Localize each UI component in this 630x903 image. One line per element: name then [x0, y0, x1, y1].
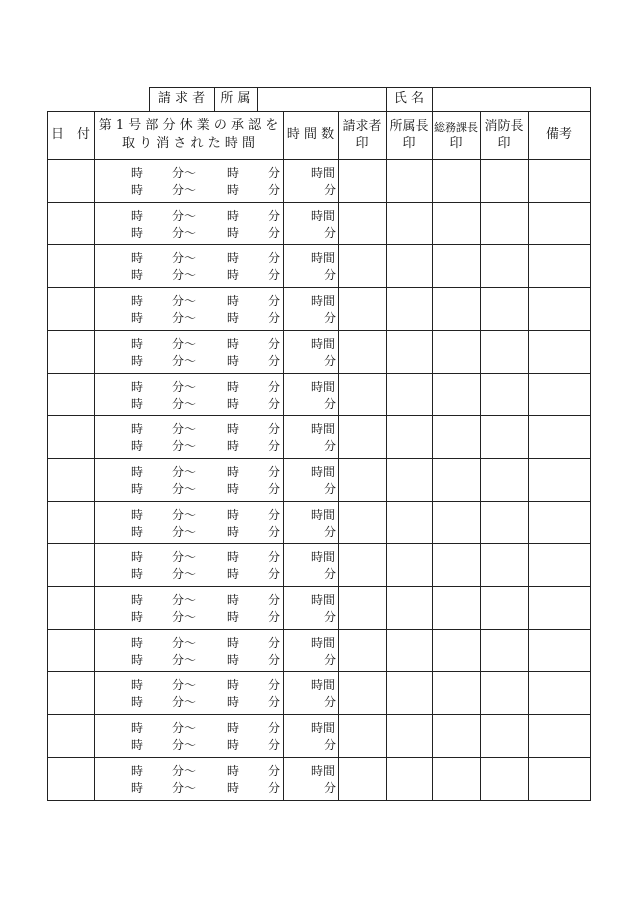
total-minutes-label: 分 — [324, 738, 337, 753]
total-hours-label: 時間 — [311, 336, 336, 351]
table-row — [47, 287, 590, 330]
table-row — [47, 757, 590, 800]
end-minute-label: 分 — [268, 422, 281, 437]
top-row-top-rule — [149, 87, 590, 88]
start-hour-label: 時 — [131, 208, 144, 223]
start-hour-label: 時 — [131, 524, 144, 539]
end-minute-label: 分 — [268, 166, 281, 180]
start-hour-label: 時 — [131, 353, 144, 368]
start-minute-label: 分〜 — [172, 610, 197, 624]
end-minute-label: 分 — [268, 439, 281, 454]
total-hours-label: 時間 — [311, 635, 336, 650]
table-row — [47, 714, 590, 757]
end-hour-label: 時 — [227, 652, 240, 667]
start-hour-label: 時 — [131, 336, 144, 351]
end-minute-label: 分 — [268, 678, 281, 693]
row-rule — [47, 757, 590, 758]
row-rule — [47, 629, 590, 630]
end-minute-label: 分 — [268, 507, 281, 522]
requester-label: 請 求 者 — [157, 91, 206, 106]
start-hour-label: 時 — [131, 678, 144, 693]
end-minute-label: 分 — [268, 336, 281, 351]
column-rule — [432, 111, 433, 801]
end-minute-label: 分 — [268, 593, 281, 607]
total-hours-label: 時間 — [311, 678, 336, 693]
requester-seal-mark: 印 — [355, 136, 369, 151]
end-hour-label: 時 — [227, 550, 240, 565]
end-hour-label: 時 — [227, 336, 240, 351]
total-minutes-label: 分 — [324, 610, 337, 624]
column-rule — [47, 111, 48, 801]
end-minute-label: 分 — [268, 738, 281, 753]
start-minute-label: 分〜 — [172, 678, 197, 693]
table-row — [47, 330, 590, 373]
row-rule — [47, 330, 590, 331]
total-hours-label: 時間 — [311, 721, 336, 736]
requester-seal-header — [338, 111, 386, 159]
end-hour-label: 時 — [227, 738, 240, 753]
requester-seal-label: 請求者 — [342, 119, 382, 134]
end-minute-label: 分 — [268, 251, 281, 266]
total-hours-label: 時間 — [311, 464, 336, 479]
start-hour-label: 時 — [131, 763, 144, 778]
end-hour-label: 時 — [227, 721, 240, 736]
end-minute-label: 分 — [268, 481, 281, 496]
start-minute-label: 分〜 — [172, 396, 197, 411]
gen-affairs-seal-header — [432, 111, 480, 159]
start-minute-label: 分〜 — [172, 311, 197, 326]
start-hour-label: 時 — [131, 439, 144, 454]
end-minute-label: 分 — [268, 721, 281, 736]
end-minute-label: 分 — [268, 695, 281, 710]
start-hour-label: 時 — [131, 635, 144, 650]
gen-affairs-seal-label: 総務課長 — [434, 121, 478, 134]
end-hour-label: 時 — [227, 422, 240, 437]
end-hour-label: 時 — [227, 780, 240, 795]
start-minute-label: 分〜 — [172, 763, 197, 778]
date-header: 日 付 — [50, 127, 90, 142]
end-hour-label: 時 — [227, 251, 240, 266]
total-minutes-label: 分 — [324, 439, 337, 454]
start-hour-label: 時 — [131, 610, 144, 624]
end-minute-label: 分 — [268, 763, 281, 778]
table-row — [47, 159, 590, 202]
start-minute-label: 分〜 — [172, 422, 197, 437]
start-minute-label: 分〜 — [172, 567, 197, 582]
start-hour-label: 時 — [131, 507, 144, 522]
total-hours-label: 時間 — [311, 422, 336, 437]
start-minute-label: 分〜 — [172, 208, 197, 223]
end-hour-label: 時 — [227, 524, 240, 539]
end-hour-label: 時 — [227, 268, 240, 283]
start-hour-label: 時 — [131, 550, 144, 565]
end-hour-label: 時 — [227, 507, 240, 522]
total-hours-label: 時間 — [311, 550, 336, 565]
total-minutes-label: 分 — [324, 268, 337, 283]
total-minutes-label: 分 — [324, 481, 337, 496]
dept-head-seal-mark: 印 — [402, 136, 416, 151]
start-minute-label: 分〜 — [172, 183, 197, 197]
end-minute-label: 分 — [268, 550, 281, 565]
end-minute-label: 分 — [268, 652, 281, 667]
start-hour-label: 時 — [131, 166, 144, 180]
name-label: 氏 名 — [393, 91, 425, 106]
row-rule — [47, 543, 590, 544]
end-minute-label: 分 — [268, 396, 281, 411]
dept-head-seal-header — [386, 111, 432, 159]
row-rule — [47, 800, 590, 801]
end-minute-label: 分 — [268, 379, 281, 394]
start-minute-label: 分〜 — [172, 294, 197, 309]
row-rule — [47, 373, 590, 374]
end-minute-label: 分 — [268, 268, 281, 283]
start-minute-label: 分〜 — [172, 481, 197, 496]
start-minute-label: 分〜 — [172, 524, 197, 539]
end-hour-label: 時 — [227, 678, 240, 693]
table-row — [47, 415, 590, 458]
start-hour-label: 時 — [131, 294, 144, 309]
end-hour-label: 時 — [227, 396, 240, 411]
table-row — [47, 586, 590, 629]
end-minute-label: 分 — [268, 524, 281, 539]
total-hours-label: 時間 — [311, 507, 336, 522]
column-rule — [480, 111, 481, 801]
end-minute-label: 分 — [268, 225, 281, 240]
table-row — [47, 202, 590, 245]
end-hour-label: 時 — [227, 593, 240, 607]
end-hour-label: 時 — [227, 610, 240, 624]
header-top-rule — [47, 111, 590, 112]
start-hour-label: 時 — [131, 183, 144, 197]
end-minute-label: 分 — [268, 294, 281, 309]
row-rule — [47, 586, 590, 587]
column-rule — [338, 111, 339, 801]
start-minute-label: 分〜 — [172, 166, 197, 180]
table-row — [47, 373, 590, 416]
start-minute-label: 分〜 — [172, 268, 197, 283]
total-minutes-label: 分 — [324, 353, 337, 368]
total-hours-label: 時間 — [311, 294, 336, 309]
end-hour-label: 時 — [227, 353, 240, 368]
total-hours-label: 時間 — [311, 763, 336, 778]
row-rule — [47, 501, 590, 502]
total-minutes-label: 分 — [324, 567, 337, 582]
end-hour-label: 時 — [227, 481, 240, 496]
start-hour-label: 時 — [131, 311, 144, 326]
total-minutes-label: 分 — [324, 311, 337, 326]
start-hour-label: 時 — [131, 780, 144, 795]
end-hour-label: 時 — [227, 695, 240, 710]
start-minute-label: 分〜 — [172, 550, 197, 565]
column-rule — [528, 111, 529, 801]
start-minute-label: 分〜 — [172, 225, 197, 240]
start-hour-label: 時 — [131, 738, 144, 753]
top-row-divider — [432, 87, 433, 111]
start-minute-label: 分〜 — [172, 507, 197, 522]
start-hour-label: 時 — [131, 593, 144, 607]
table-row — [47, 671, 590, 714]
start-hour-label: 時 — [131, 695, 144, 710]
row-rule — [47, 244, 590, 245]
hours-header: 時 間 数 — [286, 127, 335, 142]
total-minutes-label: 分 — [324, 225, 337, 240]
start-hour-label: 時 — [131, 567, 144, 582]
fire-chief-seal-label: 消防長 — [484, 119, 524, 134]
start-hour-label: 時 — [131, 396, 144, 411]
end-hour-label: 時 — [227, 166, 240, 180]
end-minute-label: 分 — [268, 780, 281, 795]
total-hours-label: 時間 — [311, 208, 336, 223]
end-hour-label: 時 — [227, 567, 240, 582]
top-row-divider — [257, 87, 258, 111]
top-row-divider — [149, 87, 150, 111]
end-hour-label: 時 — [227, 763, 240, 778]
row-rule — [47, 671, 590, 672]
end-minute-label: 分 — [268, 353, 281, 368]
top-row-divider — [590, 87, 591, 111]
start-minute-label: 分〜 — [172, 652, 197, 667]
end-minute-label: 分 — [268, 183, 281, 197]
column-rule — [590, 111, 591, 801]
start-minute-label: 分〜 — [172, 336, 197, 351]
start-hour-label: 時 — [131, 652, 144, 667]
start-minute-label: 分〜 — [172, 439, 197, 454]
row-rule — [47, 415, 590, 416]
table-row — [47, 629, 590, 672]
fire-chief-seal-mark: 印 — [497, 136, 511, 151]
end-hour-label: 時 — [227, 439, 240, 454]
fire-chief-seal-header — [480, 111, 528, 159]
table-row — [47, 501, 590, 544]
end-minute-label: 分 — [268, 464, 281, 479]
start-hour-label: 時 — [131, 464, 144, 479]
end-minute-label: 分 — [268, 635, 281, 650]
table-row — [47, 543, 590, 586]
gen-affairs-seal-mark: 印 — [449, 136, 463, 151]
start-hour-label: 時 — [131, 721, 144, 736]
top-row-divider — [214, 87, 215, 111]
total-hours-label: 時間 — [311, 593, 336, 607]
dept-head-seal-label: 所属長 — [389, 119, 429, 134]
column-rule — [283, 111, 284, 801]
end-hour-label: 時 — [227, 464, 240, 479]
table-row — [47, 244, 590, 287]
start-hour-label: 時 — [131, 268, 144, 283]
end-minute-label: 分 — [268, 610, 281, 624]
start-minute-label: 分〜 — [172, 593, 197, 607]
start-minute-label: 分〜 — [172, 353, 197, 368]
start-minute-label: 分〜 — [172, 695, 197, 710]
end-minute-label: 分 — [268, 311, 281, 326]
end-minute-label: 分 — [268, 567, 281, 582]
start-minute-label: 分〜 — [172, 780, 197, 795]
total-minutes-label: 分 — [324, 396, 337, 411]
start-hour-label: 時 — [131, 422, 144, 437]
total-minutes-label: 分 — [324, 183, 337, 197]
start-hour-label: 時 — [131, 225, 144, 240]
start-hour-label: 時 — [131, 379, 144, 394]
total-minutes-label: 分 — [324, 652, 337, 667]
total-minutes-label: 分 — [324, 780, 337, 795]
row-rule — [47, 287, 590, 288]
end-minute-label: 分 — [268, 208, 281, 223]
row-rule — [47, 714, 590, 715]
end-hour-label: 時 — [227, 379, 240, 394]
column-rule — [94, 111, 95, 801]
end-hour-label: 時 — [227, 208, 240, 223]
row-rule — [47, 458, 590, 459]
start-minute-label: 分〜 — [172, 251, 197, 266]
remarks-header: 備考 — [545, 127, 572, 142]
row-rule — [47, 202, 590, 203]
end-hour-label: 時 — [227, 225, 240, 240]
column-rule — [386, 111, 387, 801]
end-hour-label: 時 — [227, 635, 240, 650]
table-row — [47, 458, 590, 501]
header-bottom-rule — [47, 159, 590, 160]
approval-header — [94, 111, 283, 159]
total-minutes-label: 分 — [324, 695, 337, 710]
total-hours-label: 時間 — [311, 379, 336, 394]
start-minute-label: 分〜 — [172, 464, 197, 479]
approval-header-line2: 取 り 消 さ れ た 時 間 — [122, 136, 255, 151]
total-hours-label: 時間 — [311, 251, 336, 266]
start-hour-label: 時 — [131, 251, 144, 266]
top-row-divider — [386, 87, 387, 111]
end-hour-label: 時 — [227, 183, 240, 197]
name-field[interactable] — [432, 87, 590, 111]
affiliation-field[interactable] — [257, 87, 386, 111]
start-hour-label: 時 — [131, 481, 144, 496]
start-minute-label: 分〜 — [172, 635, 197, 650]
affiliation-label: 所 属 — [220, 91, 251, 106]
start-minute-label: 分〜 — [172, 379, 197, 394]
end-hour-label: 時 — [227, 294, 240, 309]
start-minute-label: 分〜 — [172, 738, 197, 753]
end-hour-label: 時 — [227, 311, 240, 326]
total-minutes-label: 分 — [324, 524, 337, 539]
approval-header-line1: 第 1 号 部 分 休 業 の 承 認 を — [98, 118, 279, 133]
total-hours-label: 時間 — [311, 166, 336, 180]
start-minute-label: 分〜 — [172, 721, 197, 736]
